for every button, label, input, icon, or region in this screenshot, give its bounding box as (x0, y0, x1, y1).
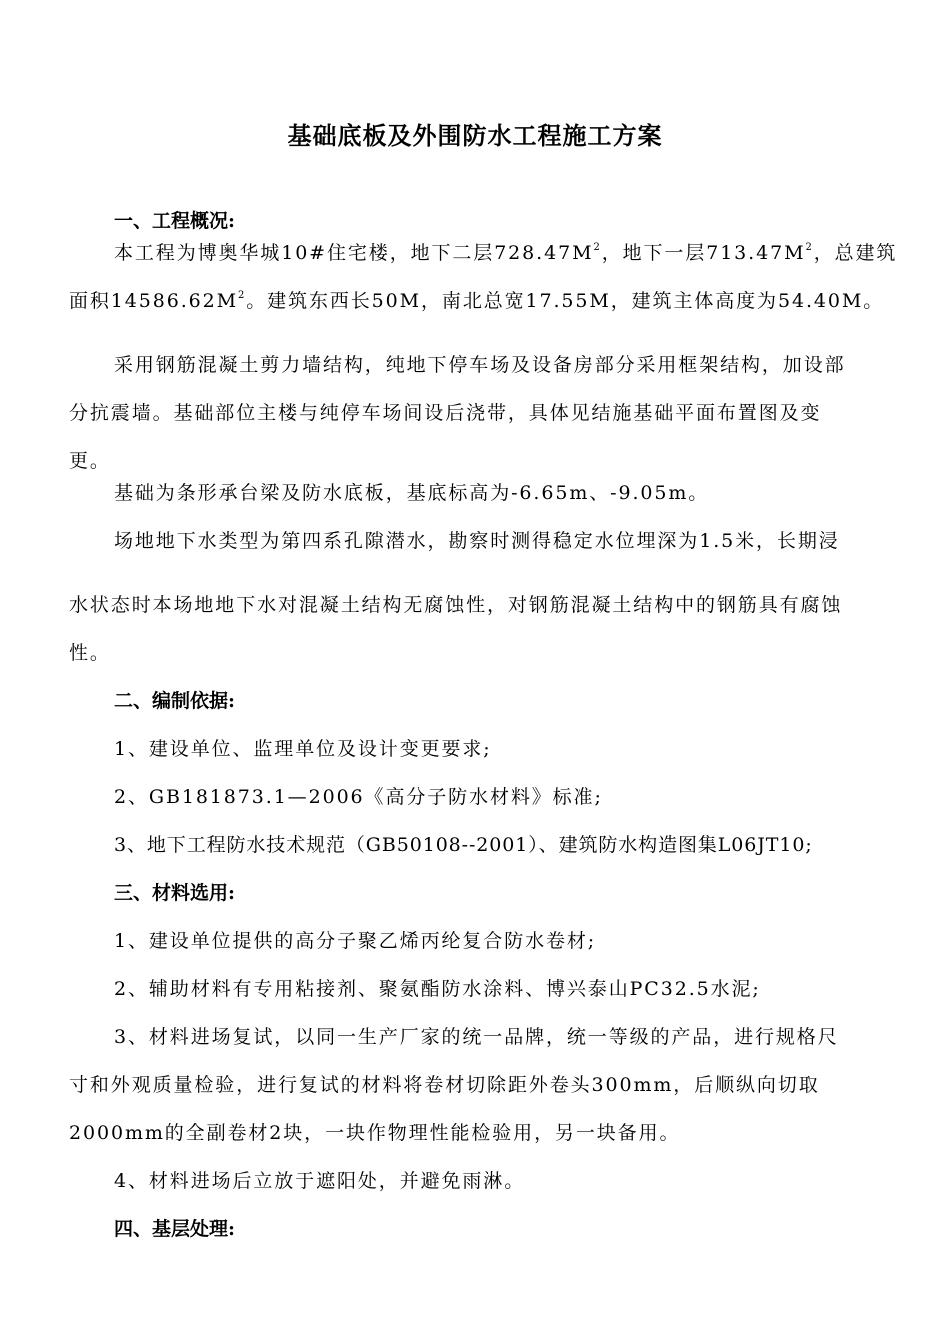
overview-paragraph-4-line-1: 场地地下水类型为第四系孔隙潜水，勘察时测得稳定水位埋深为1.5米，长期浸 (114, 530, 840, 552)
overview-paragraph-1-line-1 (114, 241, 897, 265)
materials-item-3-line-2: 寸和外观质量检验，进行复试的材料将卷材切除距外卷头300mm，后顺纵向切取 (69, 1074, 820, 1096)
overview-text: 面积14586.62M (69, 290, 239, 312)
overview-paragraph-2-line-3: 更。 (69, 450, 111, 472)
superscript: 2 (238, 289, 247, 301)
overview-paragraph-4-line-3: 性。 (69, 642, 111, 664)
overview-text: ，地下一层713.47M (601, 242, 806, 264)
overview-text: 本工程为博奥华城10#住宅楼，地下二层728.47M (114, 242, 594, 264)
basis-item-3: 3、地下工程防水技术规范（GB50108--2001）、建筑防水构造图集L06JT10; (114, 834, 813, 856)
materials-item-1: 1、建设单位提供的高分子聚乙烯丙纶复合防水卷材; (114, 930, 597, 952)
section-1-heading: 一、工程概况: (114, 210, 236, 232)
overview-text: 。建筑东西长50M，南北总宽17.55M，建筑主体高度为54.40M。 (246, 290, 885, 312)
materials-item-3-line-1: 3、材料进场复试，以同一生产厂家的统一品牌，统一等级的产品，进行规格尺 (114, 1026, 839, 1048)
materials-item-4: 4、材料进场后立放于遮阳处，并避免雨淋。 (114, 1170, 526, 1192)
section-3-heading: 三、材料选用: (114, 882, 236, 904)
section-2-heading: 二、编制依据: (114, 690, 236, 712)
materials-item-2: 2、辅助材料有专用粘接剂、聚氨酯防水涂料、博兴泰山PC32.5水泥; (114, 978, 761, 1000)
overview-paragraph-2-line-2: 分抗震墙。基础部位主楼与纯停车场间设后浇带，具体见结施基础平面布置图及变 (69, 402, 822, 424)
basis-item-2: 2、GB181873.1—2006《高分子防水材料》标准; (114, 786, 603, 808)
overview-paragraph-1-line-2 (69, 289, 884, 313)
materials-item-3-line-3: 2000mm的全副卷材2块，一块作物理性能检验用，另一块备用。 (69, 1122, 681, 1144)
superscript: 2 (805, 241, 814, 253)
overview-paragraph-3-line-1: 基础为条形承台梁及防水底板，基底标高为-6.65m、-9.05m。 (114, 482, 710, 504)
superscript: 2 (593, 241, 602, 253)
overview-paragraph-4-line-2: 水状态时本场地地下水对混凝土结构无腐蚀性，对钢筋混凝土结构中的钢筋具有腐蚀 (69, 594, 843, 616)
section-4-heading: 四、基层处理: (114, 1218, 236, 1240)
basis-item-1: 1、建设单位、监理单位及设计变更要求; (114, 738, 492, 760)
document-title: 基础底板及外围防水工程施工方案 (287, 121, 663, 150)
overview-paragraph-2-line-1: 采用钢筋混凝土剪力墙结构，纯地下停车场及设备房部分采用框架结构，加设部 (114, 354, 846, 376)
overview-text: ，总建筑 (813, 242, 898, 264)
